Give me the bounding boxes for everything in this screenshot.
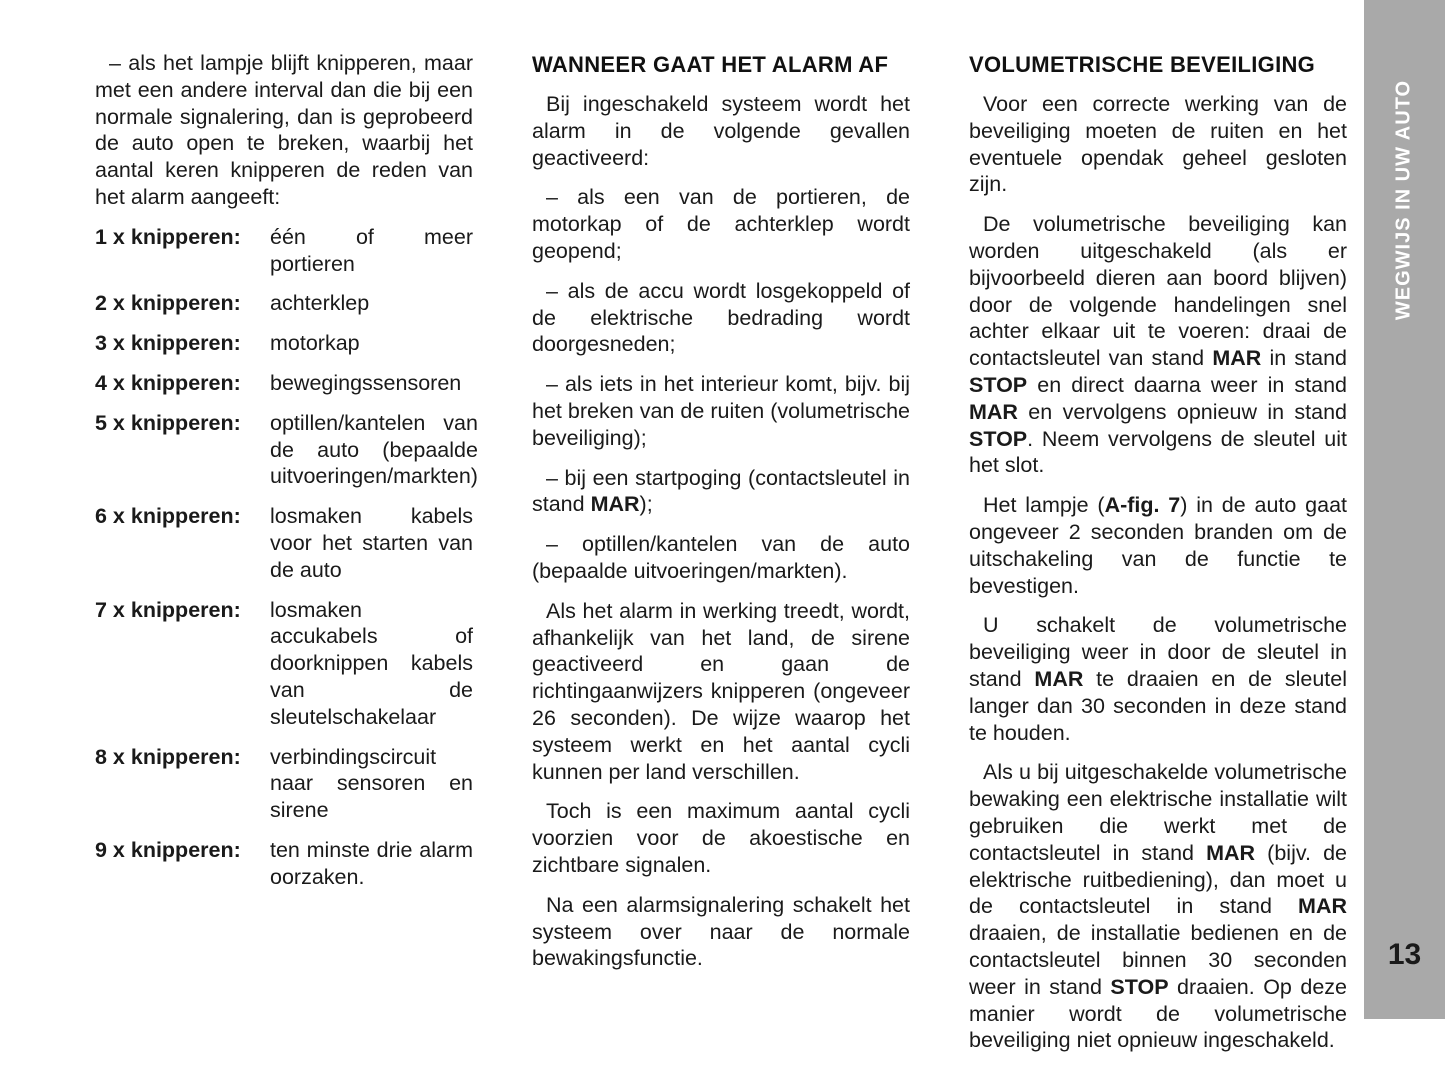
- paragraph: Bij ingeschakeld systeem wordt het alarm in de volgende gevallen geactiveerd:: [532, 92, 910, 170]
- paragraph: [969, 759, 1347, 1054]
- paragraph: Als het alarm in werking treedt, wordt, afhankelijk van het land, de sirene geactiveerd en gaan de richtingaanwijzers knipperen (ongeveer 26 seconden). De wijze waarop het systeem werkt en het aantal cycli kunnen per land verschillen.: [532, 598, 910, 784]
- text-run: – bij een startpoging (contactsleutel in stand: [532, 465, 910, 517]
- paragraph: – als een van de portieren, de motorkap of de achterklep wordt geopend;: [532, 185, 910, 263]
- text-run: ) in de auto gaat ongeveer 2 seconden branden om de uitschakeling van de functie te bevestigen.: [969, 493, 1348, 598]
- list-item: [95, 290, 473, 317]
- key-position: MAR: [1212, 346, 1262, 371]
- blink-count-label: 1 x knipperen:: [95, 224, 241, 249]
- paragraph: [969, 612, 1347, 746]
- paragraph: Na een alarmsignalering schakelt het systeem over naar de normale bewakingsfunctie.: [532, 892, 910, 971]
- blink-count-label: 8 x knipperen:: [95, 744, 241, 769]
- list-item: [95, 837, 473, 891]
- blink-reason: motorkap: [270, 331, 360, 356]
- right-column: [969, 50, 1347, 1067]
- blink-reason: achterklep: [270, 291, 370, 316]
- paragraph: – als de accu wordt losgekoppeld of de elektrische bedrading wordt doorgesneden;: [532, 278, 910, 357]
- text-run: en vervolgens opnieuw in stand: [1017, 399, 1347, 424]
- blink-reason: losmaken kabels voor het starten van de auto: [270, 504, 473, 582]
- paragraph: [532, 465, 910, 519]
- blink-count-label: 9 x knipperen:: [95, 837, 241, 862]
- middle-column: [532, 50, 910, 985]
- paragraph: Voor een correcte werking van de beveiliging moeten de ruiten en het eventuele opendak geheel gesloten zijn.: [969, 92, 1347, 197]
- page-number: 13: [1387, 938, 1422, 971]
- text-run: in stand: [1261, 346, 1347, 371]
- list-item: [95, 330, 473, 357]
- list-item: [95, 224, 473, 278]
- key-position: MAR: [590, 492, 640, 517]
- text-run: . Neem vervolgens de sleutel uit het slot.: [969, 426, 1347, 478]
- text-run: );: [639, 492, 653, 517]
- blink-reason: optillen/kantelen van de auto (bepaalde uitvoeringen/markten): [270, 410, 478, 489]
- text-run: draaien. Op deze manier wordt de volumetrische beveiliging niet opnieuw ingeschakeld.: [969, 974, 1347, 1053]
- paragraph: [969, 492, 1347, 599]
- key-position: MAR: [1034, 666, 1084, 691]
- blink-count-label: 7 x knipperen:: [95, 597, 241, 622]
- text-run: draaien, de installatie bedienen en de contactsleutel binnen 30 seconden weer in stand: [969, 921, 1347, 999]
- key-position: MAR: [1298, 894, 1347, 919]
- blink-reason: ten minste drie alarm oorzaken.: [270, 837, 473, 889]
- paragraph: [969, 211, 1347, 479]
- key-position: STOP: [969, 426, 1028, 451]
- blink-reason: één of meer portieren: [270, 224, 473, 276]
- text-run: U schakelt de volumetrische beveiliging weer in door de sleutel in stand: [969, 613, 1347, 691]
- blink-count-label: 6 x knipperen:: [95, 504, 241, 529]
- text-run: te draaien en de sleutel langer dan 30 seconden in deze stand te houden.: [969, 666, 1348, 745]
- blink-count-label: 5 x knipperen:: [95, 410, 241, 435]
- text-run: Als u bij uitgeschakelde volumetrische bewaking een elektrische installatie wilt gebruiken die werkt met de contactsleutel in stand: [969, 760, 1347, 865]
- key-position: MAR: [969, 399, 1018, 424]
- key-position: STOP: [969, 372, 1028, 397]
- list-item: [95, 370, 473, 397]
- blink-count-label: 2 x knipperen:: [95, 291, 241, 316]
- blink-count-label: 3 x knipperen:: [95, 331, 241, 356]
- text-run: Het lampje (: [983, 493, 1105, 518]
- left-column: [95, 50, 478, 904]
- volumetric-protection-heading: VOLUMETRISCHE BEVEILIGING: [969, 52, 1316, 77]
- blink-count-label: 4 x knipperen:: [95, 370, 241, 395]
- text-run: (bijv. de elektrische ruitbediening), dan moet u de contactsleutel in stand: [969, 840, 1347, 919]
- blink-reason: losmaken accukabels of doorknippen kabels van de sleutelschakelaar: [270, 597, 473, 729]
- list-item: [95, 410, 478, 490]
- figure-reference: A-fig. 7: [1104, 493, 1181, 518]
- list-item: [95, 597, 473, 731]
- list-item: [95, 744, 473, 824]
- paragraph: Toch is een maximum aantal cycli voorzien voor de akoestische en zichtbare signalen.: [532, 799, 910, 877]
- blink-reason: verbindingscircuit naar sensoren en sirene: [270, 744, 473, 823]
- intro-paragraph: – als het lampje blijft knipperen, maar met een andere interval dan die bij een normale signalering, dan is geprobeerd de auto open te breken, waarbij het aantal keren knipperen de reden van het alarm aangeeft:: [95, 51, 473, 209]
- alarm-trigger-heading: WANNEER GAAT HET ALARM AF: [532, 52, 889, 77]
- blink-code-list: [95, 224, 478, 891]
- paragraph: – als iets in het interieur komt, bijv. bij het breken van de ruiten (volumetrische beveiliging);: [532, 372, 910, 450]
- list-item: [95, 503, 473, 583]
- blink-reason: bewegingssensoren: [270, 370, 462, 395]
- paragraph: – optillen/kantelen van de auto (bepaalde uitvoeringen/markten).: [532, 532, 910, 583]
- key-position: STOP: [1110, 974, 1169, 999]
- section-title: WEGWIJS IN UW AUTO: [1392, 79, 1415, 321]
- text-run: De volumetrische beveiliging kan worden uitgeschakeld (als er bijvoorbeeld dieren aan boord blijven) door de volgende handelingen snel achter elkaar uit te voeren: draai de contactsleutel van stand: [969, 212, 1347, 371]
- text-run: en direct daarna weer in stand: [1027, 372, 1347, 397]
- key-position: MAR: [1206, 840, 1256, 865]
